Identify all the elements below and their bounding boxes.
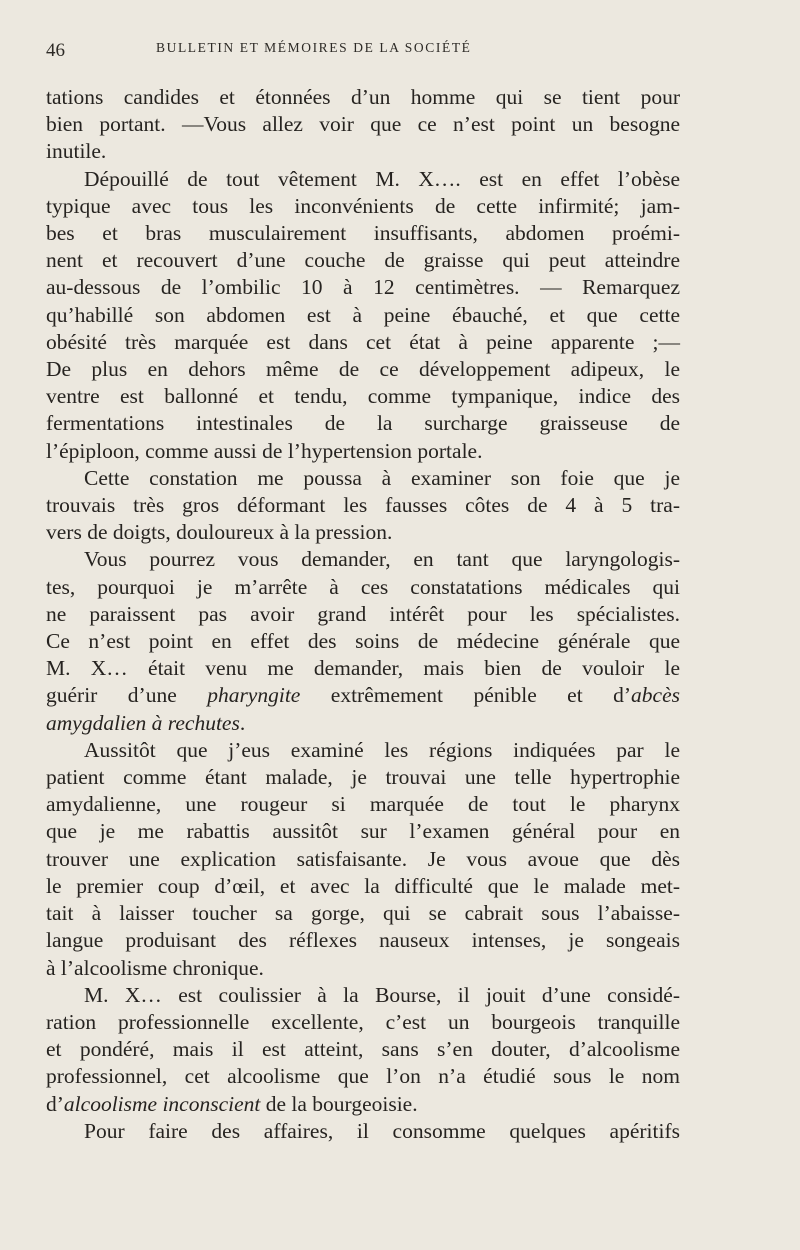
text-line: professionnel, cet alcoolisme que l’on n’a étudié sous le nom — [46, 1064, 680, 1089]
text-line: l’épiploon, comme aussi de l’hypertension portale. — [46, 438, 483, 463]
text-line: fermentations intestinales de la surcharge graisseuse de — [46, 411, 680, 436]
text-line: vers de doigts, douloureux à la pression. — [46, 520, 393, 545]
text-line: Cette constation me poussa à examiner son foie que je — [84, 465, 680, 490]
running-head-title: BULLETIN ET MÉMOIRES DE LA SOCIÉTÉ — [156, 40, 472, 55]
text-line: Aussitôt que j’eus examiné les régions indiquées par le — [84, 737, 680, 762]
text-line: tations candides et étonnées d’un homme qui se tient pour — [46, 85, 680, 109]
text-line: Vous pourrez vous demander, en tant que laryngologis- — [84, 547, 680, 572]
text-line: qu’habillé son abdomen est à peine ébauché, et que cette — [46, 302, 680, 327]
text-line: le premier coup d’œil, et avec la difficulté que le malade met- — [46, 873, 680, 898]
text-line: d’alcoolisme inconscient de la bourgeoisie. — [46, 1091, 418, 1116]
text-line: que je me rabattis aussitôt sur l’examen général pour en — [46, 819, 680, 844]
text-line: De plus en dehors même de ce développement adipeux, le — [46, 357, 680, 382]
text-line: M. X… est coulissier à la Bourse, il jouit d’une considé- — [84, 982, 680, 1007]
text-line: ne paraissent pas avoir grand intérêt pour les spécialistes. — [46, 601, 680, 626]
text-line: amydalienne, une rougeur si marquée de tout le pharynx — [46, 792, 680, 817]
text-line: trouver une explication satisfaisante. Je vous avoue que dès — [46, 846, 680, 871]
text-line: typique avec tous les inconvénients de cette infirmité; jam- — [46, 193, 680, 218]
text-line: M. X… était venu me demander, mais bien de vouloir le — [46, 656, 680, 681]
text-line: au-dessous de l’ombilic 10 à 12 centimètres. — Remarquez — [46, 275, 680, 300]
text-line: trouvais très gros déformant les fausses côtes de 4 à 5 tra- — [46, 493, 680, 518]
text-line: patient comme étant malade, je trouvai une telle hypertrophie — [46, 765, 680, 790]
text-line: tait à laisser toucher sa gorge, qui se cabrait sous l’abaisse- — [46, 901, 680, 926]
text-line: Pour faire des affaires, il consomme quelques apéritifs — [84, 1118, 680, 1143]
text-line: tes, pourquoi je m’arrête à ces constatations médicales qui — [46, 574, 680, 599]
text-line: bes et bras musculairement insuffisants, abdomen proémi- — [46, 221, 680, 246]
text-line: amygdalien à rechutes. — [46, 710, 246, 735]
text-line: nent et recouvert d’une couche de graisse qui peut atteindre — [46, 248, 680, 273]
text-line: ventre est ballonné et tendu, comme tympanique, indice des — [46, 384, 680, 409]
body-text — [46, 84, 680, 1145]
page-number: 46 — [46, 40, 65, 61]
text-line: guérir d’une pharyngite extrêmement pénible et d’abcès — [46, 683, 680, 708]
text-line: bien portant. —Vous allez voir que ce n’est point un besogne — [46, 112, 680, 137]
text-line: ration professionnelle excellente, c’est un bourgeois tranquille — [46, 1009, 680, 1034]
running-head — [46, 34, 680, 64]
text-line: inutile. — [46, 139, 107, 164]
text-line: à l’alcoolisme chronique. — [46, 955, 264, 980]
text-line: Dépouillé de tout vêtement M. X…. est en effet l’obèse — [84, 166, 680, 191]
text-line: obésité très marquée est dans cet état à peine apparente ;— — [46, 329, 680, 354]
text-line: langue produisant des réflexes nauseux intenses, je songeais — [46, 928, 680, 953]
text-line: et pondéré, mais il est atteint, sans s’en douter, d’alcoolisme — [46, 1037, 680, 1062]
text-line: Ce n’est point en effet des soins de médecine générale que — [46, 629, 680, 654]
